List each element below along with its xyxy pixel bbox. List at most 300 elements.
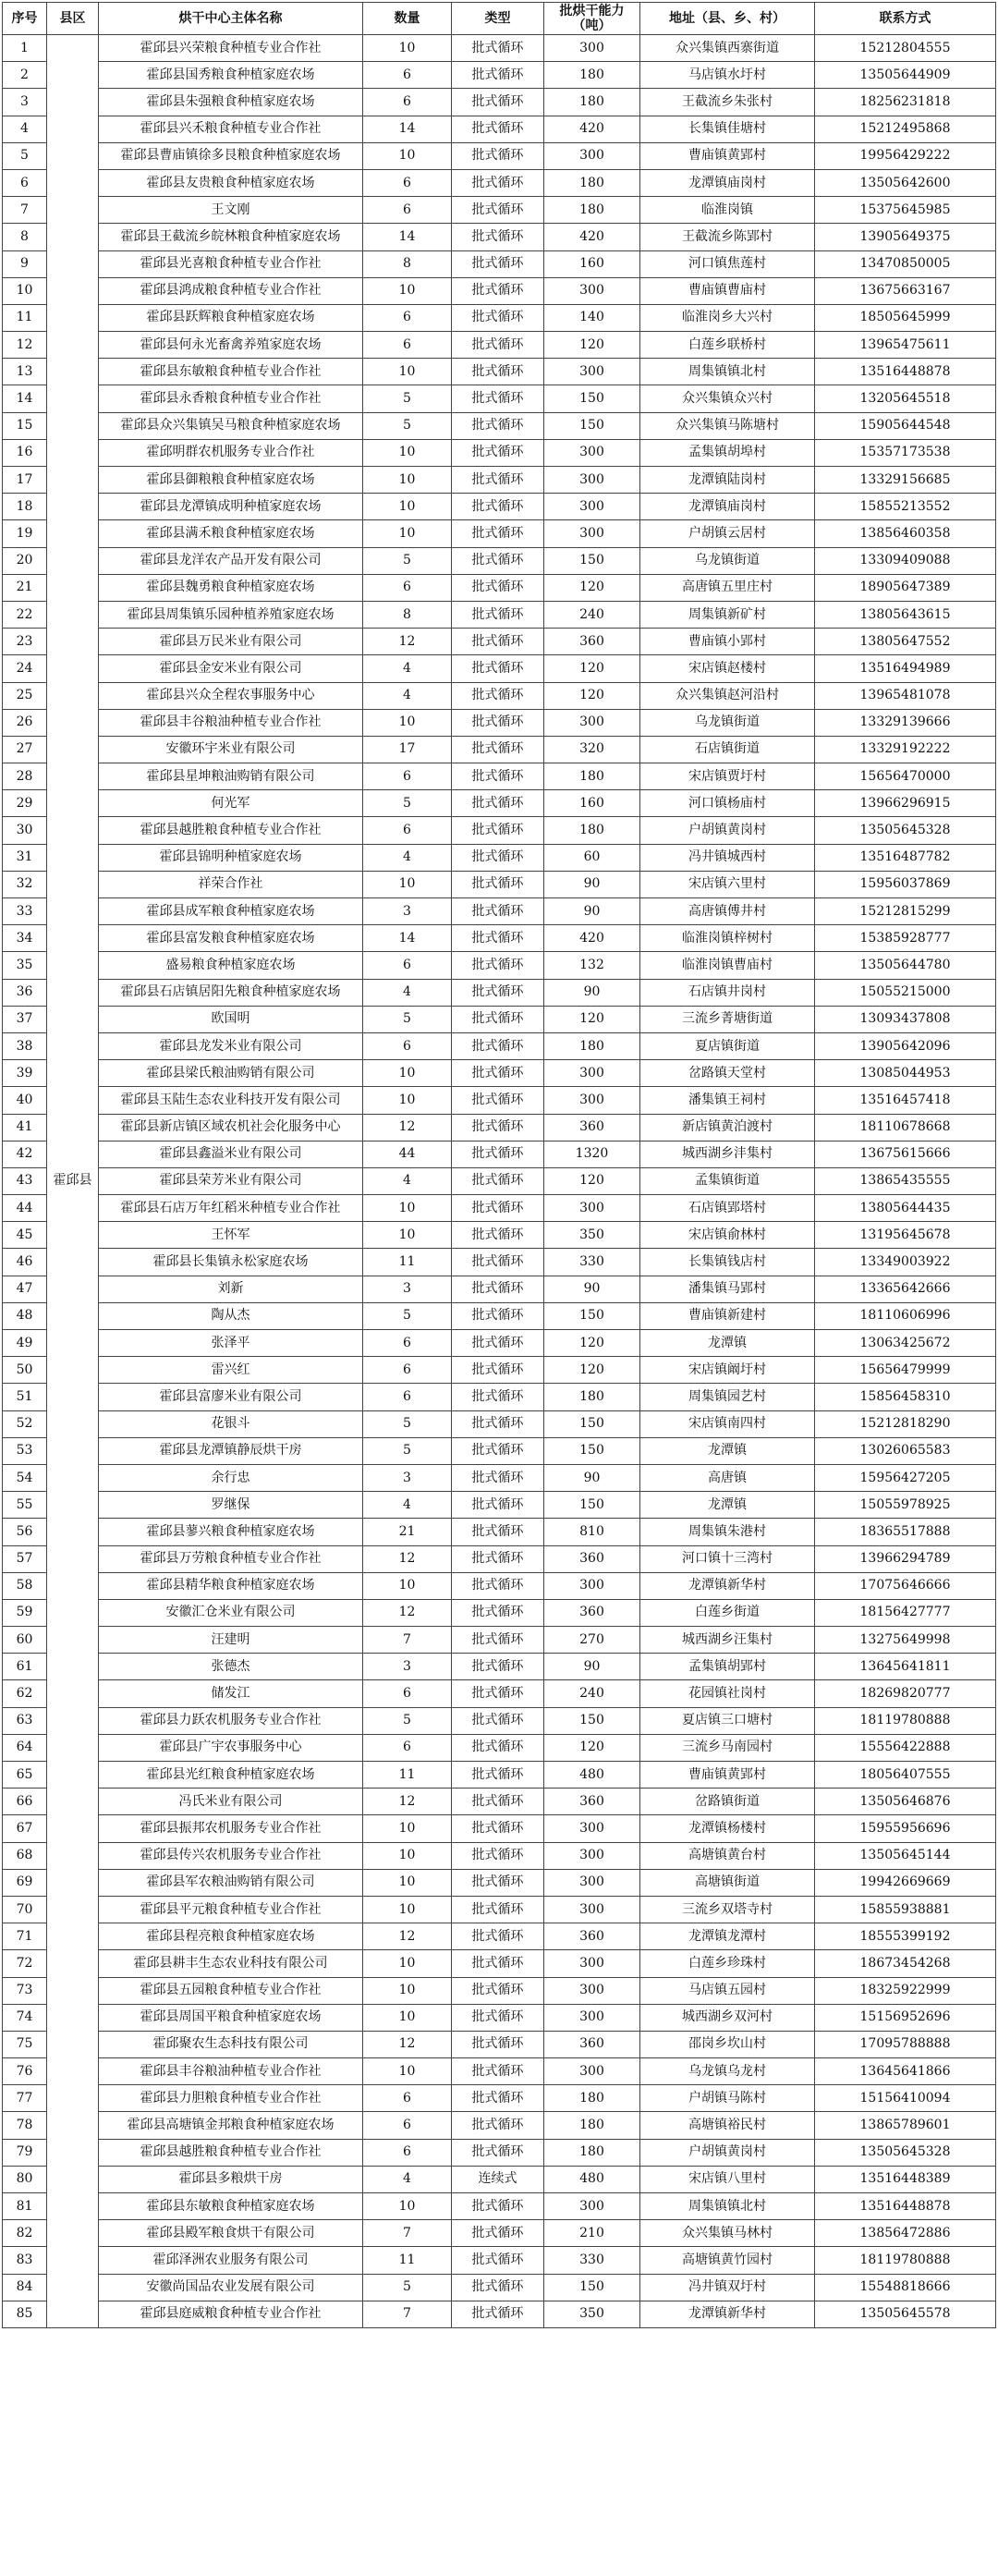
address: 龙潭镇龙潭村 (640, 1923, 815, 1950)
address: 高塘镇黄竹园村 (640, 2247, 815, 2274)
table-row (3, 332, 996, 359)
phone: 18905647389 (815, 574, 996, 601)
row-index: 71 (3, 1923, 47, 1950)
address: 邵岗乡坎山村 (640, 2031, 815, 2057)
entity-name: 霍邱县广宇农事服务中心 (99, 1734, 363, 1761)
capacity: 300 (544, 1950, 640, 1977)
entity-name: 刘新 (99, 1276, 363, 1302)
dryer-type: 批式循环 (452, 952, 544, 979)
address: 白莲乡街道 (640, 1599, 815, 1626)
row-index: 29 (3, 790, 47, 817)
header-quantity: 数量 (363, 3, 452, 35)
address: 户胡镇马陈村 (640, 2085, 815, 2112)
dryer-type: 批式循环 (452, 1734, 544, 1761)
phone: 15385928777 (815, 925, 996, 952)
capacity: 360 (544, 1789, 640, 1815)
entity-name: 安徽环宇米业有限公司 (99, 736, 363, 763)
dryer-type: 批式循环 (452, 2193, 544, 2220)
row-index: 25 (3, 682, 47, 709)
capacity: 180 (544, 2112, 640, 2139)
dryer-type: 批式循环 (452, 1330, 544, 1357)
row-index: 78 (3, 2112, 47, 2139)
row-index: 43 (3, 1167, 47, 1194)
quantity: 14 (363, 224, 452, 250)
row-index: 75 (3, 2031, 47, 2057)
table-row (3, 601, 996, 628)
dryer-type: 批式循环 (452, 35, 544, 62)
quantity: 6 (363, 952, 452, 979)
phone: 18256231818 (815, 89, 996, 116)
row-index: 81 (3, 2193, 47, 2220)
entity-name: 霍邱县丰谷粮油种植专业合作社 (99, 709, 363, 736)
row-index: 61 (3, 1654, 47, 1680)
dryer-type: 批式循环 (452, 1437, 544, 1464)
row-index: 19 (3, 520, 47, 547)
phone: 15156952696 (815, 2004, 996, 2031)
phone: 13865789601 (815, 2112, 996, 2139)
entity-name: 霍邱县军农粮油购销有限公司 (99, 1869, 363, 1896)
capacity: 480 (544, 2166, 640, 2192)
quantity: 6 (363, 2139, 452, 2166)
row-index: 15 (3, 412, 47, 439)
dryer-type: 批式循环 (452, 1519, 544, 1545)
phone: 15055215000 (815, 979, 996, 1006)
dryer-type: 批式循环 (452, 2004, 544, 2031)
entity-name: 霍邱县周国平粮食种植家庭农场 (99, 2004, 363, 2031)
entity-name: 霍邱县星坤粮油购销有限公司 (99, 763, 363, 790)
capacity: 180 (544, 1384, 640, 1410)
quantity: 5 (363, 412, 452, 439)
dryer-type: 批式循环 (452, 601, 544, 628)
dryer-type: 批式循环 (452, 1060, 544, 1087)
row-index: 59 (3, 1599, 47, 1626)
phone: 13966296915 (815, 790, 996, 817)
quantity: 5 (363, 2274, 452, 2301)
quantity: 7 (363, 2301, 452, 2327)
phone: 13516457418 (815, 1087, 996, 1114)
capacity: 180 (544, 817, 640, 844)
table-row (3, 898, 996, 925)
capacity: 120 (544, 1330, 640, 1357)
entity-name: 霍邱县富发粮食种植家庭农场 (99, 925, 363, 952)
row-index: 64 (3, 1734, 47, 1761)
dryer-type: 批式循环 (452, 332, 544, 359)
row-index: 84 (3, 2274, 47, 2301)
table-row (3, 2274, 996, 2301)
phone: 13965475611 (815, 332, 996, 359)
address: 孟集镇街道 (640, 1167, 815, 1194)
quantity: 10 (363, 1950, 452, 1977)
phone: 18119780888 (815, 2247, 996, 2274)
entity-name: 霍邱县周集镇乐园种植养殖家庭农场 (99, 601, 363, 628)
address: 高塘镇街道 (640, 1869, 815, 1896)
dryer-type: 批式循环 (452, 197, 544, 224)
phone: 13805643615 (815, 601, 996, 628)
row-index: 7 (3, 197, 47, 224)
table-row (3, 2112, 996, 2139)
dryer-type: 批式循环 (452, 359, 544, 385)
entity-name: 霍邱县兴众全程农事服务中心 (99, 682, 363, 709)
dryer-type: 批式循环 (452, 1654, 544, 1680)
table-row (3, 2301, 996, 2327)
quantity: 10 (363, 709, 452, 736)
entity-name: 霍邱县传兴农机服务专业合作社 (99, 1842, 363, 1869)
quantity: 6 (363, 1330, 452, 1357)
address: 宋店镇南四村 (640, 1410, 815, 1437)
table-row (3, 790, 996, 817)
table-row (3, 925, 996, 952)
address: 龙潭镇 (640, 1330, 815, 1357)
dryer-type: 批式循环 (452, 629, 544, 655)
entity-name: 霍邱县龙发米业有限公司 (99, 1032, 363, 1059)
address: 岔路镇街道 (640, 1789, 815, 1815)
table-row (3, 1464, 996, 1491)
table-row (3, 629, 996, 655)
entity-name: 储发江 (99, 1680, 363, 1707)
quantity: 6 (363, 574, 452, 601)
capacity: 360 (544, 2031, 640, 2057)
quantity: 6 (363, 169, 452, 196)
table-row (3, 2139, 996, 2166)
entity-name: 霍邱县梁氏粮油购销有限公司 (99, 1060, 363, 1087)
entity-name: 霍邱县石店万年红稻米种植专业合作社 (99, 1195, 363, 1222)
dryer-type: 连续式 (452, 2166, 544, 2192)
row-index: 67 (3, 1815, 47, 1842)
capacity: 90 (544, 871, 640, 897)
quantity: 4 (363, 979, 452, 1006)
entity-name: 霍邱明群农机服务专业合作社 (99, 439, 363, 466)
row-index: 37 (3, 1006, 47, 1032)
row-index: 23 (3, 629, 47, 655)
phone: 18325922999 (815, 1977, 996, 2004)
quantity: 10 (363, 494, 452, 520)
capacity: 240 (544, 601, 640, 628)
row-index: 36 (3, 979, 47, 1006)
row-index: 53 (3, 1437, 47, 1464)
row-index: 66 (3, 1789, 47, 1815)
phone: 18110678668 (815, 1114, 996, 1141)
capacity: 120 (544, 655, 640, 682)
row-index: 80 (3, 2166, 47, 2192)
capacity: 150 (544, 1410, 640, 1437)
table-row (3, 871, 996, 897)
phone: 13329192222 (815, 736, 996, 763)
dryer-type: 批式循环 (452, 1977, 544, 2004)
dryer-type: 批式循环 (452, 1842, 544, 1869)
entity-name: 霍邱县玉陆生态农业科技开发有限公司 (99, 1087, 363, 1114)
phone: 15855213552 (815, 494, 996, 520)
entity-name: 霍邱县鸿成粮食种植专业合作社 (99, 277, 363, 304)
quantity: 10 (363, 35, 452, 62)
address: 周集镇镇北村 (640, 359, 815, 385)
row-index: 41 (3, 1114, 47, 1141)
quantity: 5 (363, 547, 452, 574)
phone: 13093437808 (815, 1006, 996, 1032)
quantity: 17 (363, 736, 452, 763)
entity-name: 霍邱县金安米业有限公司 (99, 655, 363, 682)
table-row (3, 385, 996, 412)
address: 龙潭镇陆岗村 (640, 467, 815, 494)
table-row (3, 979, 996, 1006)
capacity: 420 (544, 116, 640, 142)
capacity: 300 (544, 35, 640, 62)
entity-name: 张德杰 (99, 1654, 363, 1680)
quantity: 10 (363, 439, 452, 466)
phone: 15055978925 (815, 1492, 996, 1519)
table-row (3, 655, 996, 682)
capacity: 300 (544, 1977, 640, 2004)
address: 城西湖乡双河村 (640, 2004, 815, 2031)
row-index: 22 (3, 601, 47, 628)
address: 三流乡马南园村 (640, 1734, 815, 1761)
dryer-type: 批式循环 (452, 1087, 544, 1114)
table-row (3, 1357, 996, 1384)
phone: 13063425672 (815, 1330, 996, 1357)
row-index: 40 (3, 1087, 47, 1114)
address: 河口镇焦莲村 (640, 250, 815, 277)
row-index: 65 (3, 1762, 47, 1789)
row-index: 56 (3, 1519, 47, 1545)
address: 曹庙镇黄郢村 (640, 1762, 815, 1789)
entity-name: 霍邱泽洲农业服务有限公司 (99, 2247, 363, 2274)
phone: 18119780888 (815, 1707, 996, 1734)
row-index: 83 (3, 2247, 47, 2274)
address: 众兴集镇众兴村 (640, 385, 815, 412)
entity-name: 安徽汇仓米业有限公司 (99, 1599, 363, 1626)
phone: 13505645144 (815, 1842, 996, 1869)
row-index: 10 (3, 277, 47, 304)
dryer-type: 批式循环 (452, 790, 544, 817)
table-row (3, 116, 996, 142)
table-row (3, 89, 996, 116)
row-index: 8 (3, 224, 47, 250)
entity-name: 张泽平 (99, 1330, 363, 1357)
capacity: 180 (544, 62, 640, 89)
row-index: 58 (3, 1572, 47, 1599)
capacity: 300 (544, 2193, 640, 2220)
address: 夏店镇三口塘村 (640, 1707, 815, 1734)
quantity: 6 (363, 89, 452, 116)
row-index: 82 (3, 2220, 47, 2247)
phone: 13905649375 (815, 224, 996, 250)
quantity: 10 (363, 871, 452, 897)
quantity: 3 (363, 1654, 452, 1680)
row-index: 50 (3, 1357, 47, 1384)
table-row (3, 2085, 996, 2112)
table-row (3, 1707, 996, 1734)
phone: 13805644435 (815, 1195, 996, 1222)
table-row (3, 1815, 996, 1842)
dryer-type: 批式循环 (452, 1545, 544, 1572)
address: 乌龙镇乌龙村 (640, 2058, 815, 2085)
address: 宋店镇贾圩村 (640, 763, 815, 790)
address: 曹庙镇曹庙村 (640, 277, 815, 304)
phone: 13516487782 (815, 844, 996, 871)
dryer-type: 批式循环 (452, 2085, 544, 2112)
row-index: 3 (3, 89, 47, 116)
capacity: 90 (544, 1276, 640, 1302)
row-index: 18 (3, 494, 47, 520)
quantity: 5 (363, 1707, 452, 1734)
table-row (3, 1276, 996, 1302)
phone: 15212804555 (815, 35, 996, 62)
phone: 18269820777 (815, 1680, 996, 1707)
phone: 13905642096 (815, 1032, 996, 1059)
table-row (3, 1545, 996, 1572)
address: 乌龙镇街道 (640, 709, 815, 736)
dryer-type: 批式循环 (452, 2058, 544, 2085)
address: 龙潭镇杨楼村 (640, 1815, 815, 1842)
phone: 18555399192 (815, 1923, 996, 1950)
table-row (3, 62, 996, 89)
entity-name: 欧国明 (99, 1006, 363, 1032)
entity-name: 霍邱县蓼兴粮食种植家庭农场 (99, 1519, 363, 1545)
entity-name: 冯氏米业有限公司 (99, 1789, 363, 1815)
phone: 13805647552 (815, 629, 996, 655)
table-row (3, 1896, 996, 1923)
table-row (3, 1977, 996, 2004)
phone: 15856458310 (815, 1384, 996, 1410)
quantity: 11 (363, 1249, 452, 1276)
entity-name: 余行忠 (99, 1464, 363, 1491)
capacity: 300 (544, 1060, 640, 1087)
table-row (3, 1249, 996, 1276)
header-name: 烘干中心主体名称 (99, 3, 363, 35)
capacity: 180 (544, 197, 640, 224)
row-index: 52 (3, 1410, 47, 1437)
row-index: 85 (3, 2301, 47, 2327)
table-row (3, 844, 996, 871)
row-index: 27 (3, 736, 47, 763)
phone: 18156427777 (815, 1599, 996, 1626)
row-index: 30 (3, 817, 47, 844)
row-index: 17 (3, 467, 47, 494)
entity-name: 霍邱县曹庙镇徐多艮粮食种植家庭农场 (99, 142, 363, 169)
entity-name: 何光军 (99, 790, 363, 817)
capacity: 480 (544, 1762, 640, 1789)
row-index: 14 (3, 385, 47, 412)
phone: 18365517888 (815, 1519, 996, 1545)
quantity: 10 (363, 520, 452, 547)
header-county: 县区 (47, 3, 99, 35)
phone: 13505645578 (815, 2301, 996, 2327)
phone: 13329139666 (815, 709, 996, 736)
table-row (3, 1519, 996, 1545)
dryer-type: 批式循环 (452, 1114, 544, 1141)
address: 曹庙镇新建村 (640, 1302, 815, 1329)
address: 长集镇佳塘村 (640, 116, 815, 142)
capacity: 90 (544, 979, 640, 1006)
capacity: 300 (544, 494, 640, 520)
entity-name: 霍邱县何永光畜禽养殖家庭农场 (99, 332, 363, 359)
phone: 15956427205 (815, 1464, 996, 1491)
entity-name: 霍邱县万民米业有限公司 (99, 629, 363, 655)
row-index: 5 (3, 142, 47, 169)
address: 高唐镇傅井村 (640, 898, 815, 925)
table-row (3, 1114, 996, 1141)
quantity: 21 (363, 1519, 452, 1545)
header-type: 类型 (452, 3, 544, 35)
dryer-type: 批式循环 (452, 385, 544, 412)
address: 花园镇社岗村 (640, 1680, 815, 1707)
table-row (3, 494, 996, 520)
entity-name: 霍邱县御粮粮食种植家庭农场 (99, 467, 363, 494)
capacity: 90 (544, 898, 640, 925)
dryer-type: 批式循环 (452, 979, 544, 1006)
address: 众兴集镇赵河沿村 (640, 682, 815, 709)
address: 高塘镇黄台村 (640, 1842, 815, 1869)
dryer-type: 批式循环 (452, 1464, 544, 1491)
capacity: 360 (544, 1545, 640, 1572)
phone: 18056407555 (815, 1762, 996, 1789)
capacity: 120 (544, 1734, 640, 1761)
entity-name: 霍邱聚农生态科技有限公司 (99, 2031, 363, 2057)
entity-name: 霍邱县石店镇居阳先粮食种植家庭农场 (99, 979, 363, 1006)
capacity: 90 (544, 1654, 640, 1680)
capacity: 300 (544, 2058, 640, 2085)
dryer-type: 批式循环 (452, 1222, 544, 1249)
entity-name: 霍邱县锦明种植家庭农场 (99, 844, 363, 871)
row-index: 1 (3, 35, 47, 62)
entity-name: 霍邱县魏勇粮食种植家庭农场 (99, 574, 363, 601)
quantity: 10 (363, 467, 452, 494)
table-row (3, 763, 996, 790)
table-row (3, 2247, 996, 2274)
address: 石店镇郢塔村 (640, 1195, 815, 1222)
capacity: 360 (544, 629, 640, 655)
quantity: 10 (363, 1195, 452, 1222)
capacity: 300 (544, 277, 640, 304)
capacity: 180 (544, 763, 640, 790)
dryer-type: 批式循环 (452, 682, 544, 709)
table-row (3, 2193, 996, 2220)
dryer-type: 批式循环 (452, 62, 544, 89)
quantity: 6 (363, 1357, 452, 1384)
dryer-type: 批式循环 (452, 304, 544, 331)
address: 潘集镇王祠村 (640, 1087, 815, 1114)
table-row (3, 709, 996, 736)
capacity: 120 (544, 682, 640, 709)
phone: 13856472886 (815, 2220, 996, 2247)
row-index: 69 (3, 1869, 47, 1896)
capacity: 150 (544, 547, 640, 574)
quantity: 5 (363, 1302, 452, 1329)
capacity: 810 (544, 1519, 640, 1545)
dryer-type: 批式循环 (452, 1384, 544, 1410)
entity-name: 祥荣合作社 (99, 871, 363, 897)
capacity: 120 (544, 332, 640, 359)
phone: 13965481078 (815, 682, 996, 709)
dryer-type: 批式循环 (452, 494, 544, 520)
dryer-type: 批式循环 (452, 736, 544, 763)
entity-name: 霍邱县越胜粮食种植专业合作社 (99, 817, 363, 844)
address: 夏店镇街道 (640, 1032, 815, 1059)
row-index: 54 (3, 1464, 47, 1491)
row-index: 44 (3, 1195, 47, 1222)
capacity: 120 (544, 1006, 640, 1032)
dryer-type: 批式循环 (452, 1357, 544, 1384)
capacity: 150 (544, 1707, 640, 1734)
dryer-type: 批式循环 (452, 1167, 544, 1194)
table-row (3, 1492, 996, 1519)
row-index: 26 (3, 709, 47, 736)
entity-name: 霍邱县国秀粮食种植家庭农场 (99, 62, 363, 89)
table-row (3, 197, 996, 224)
quantity: 6 (363, 1032, 452, 1059)
row-index: 60 (3, 1627, 47, 1654)
entity-name: 霍邱县平元粮食种植专业合作社 (99, 1896, 363, 1923)
address: 高唐镇五里庄村 (640, 574, 815, 601)
